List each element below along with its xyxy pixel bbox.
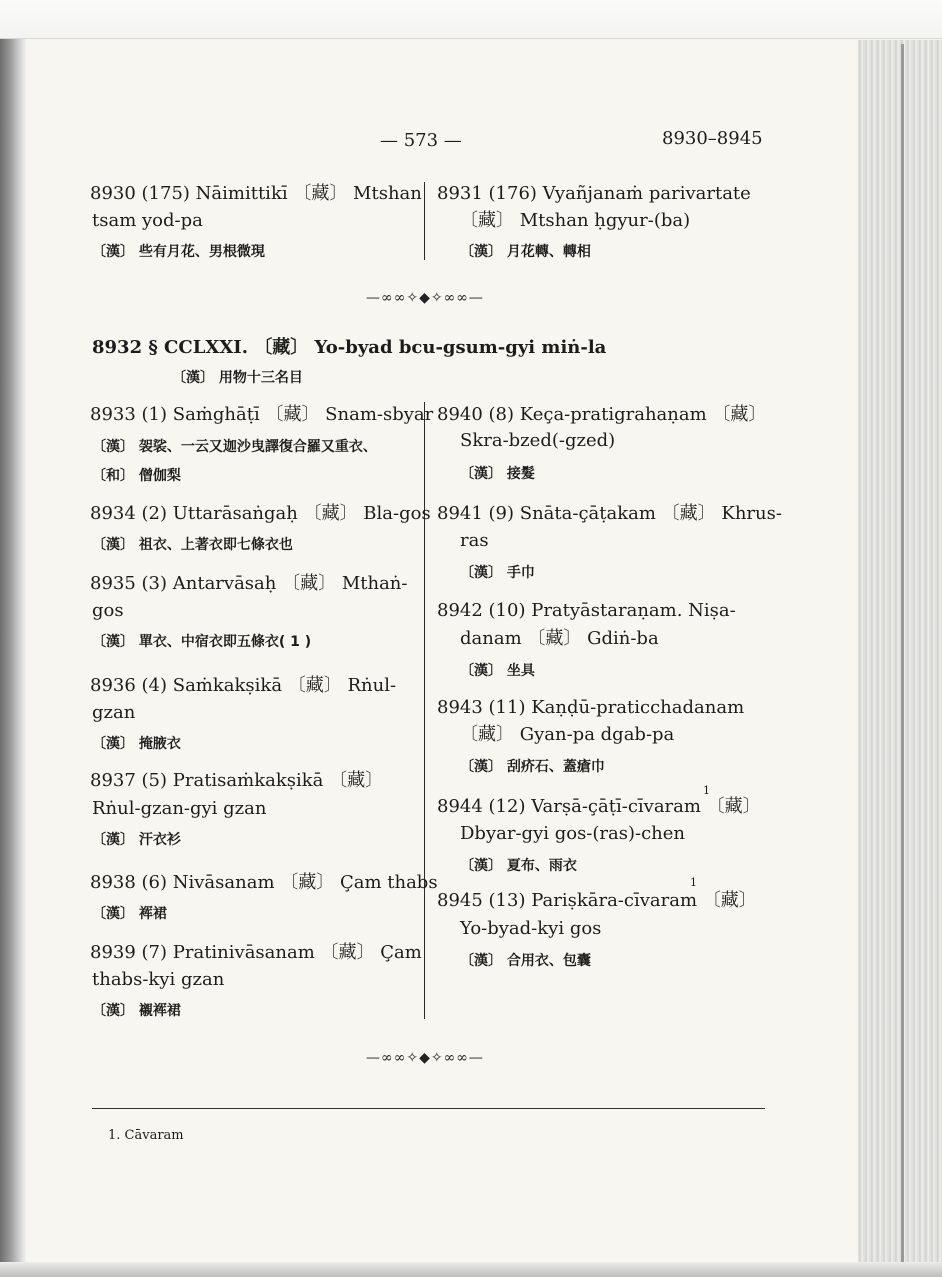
entry-han: 〔漢〕 坐具 [460,663,535,679]
entry-line: 8935 (3) Antarvāsaḥ 〔藏〕 Mthaṅ- [90,573,408,594]
entry-han: 〔漢〕 祖衣、上著衣即七條衣也 [92,537,293,553]
entry-line: 8941 (9) Snāta-çāṭakam 〔藏〕 Khrus- [437,503,782,524]
scan-left-edge [0,0,26,1277]
entry-line: 8945 (13) Pariṣkāra-cīvaram 〔藏〕 [437,890,757,911]
entry-line: Skra-bzed(-gzed) [460,430,616,451]
entry-line: thabs-kyi gzan [92,969,225,990]
entry-line: Yo-byad-kyi gos [460,918,602,939]
entry-line: 8939 (7) Pratinivāsanam 〔藏〕 Çam [90,942,422,963]
ornament-divider-bottom: —∞∞✧◆✧∞∞— [366,1050,484,1066]
entry-line: 8937 (5) Pratisaṁkakṣikā 〔藏〕 [90,770,384,791]
ornament-divider-top: —∞∞✧◆✧∞∞— [366,290,484,306]
entry-han: 〔漢〕 接髮 [460,466,535,482]
entry-han: 〔漢〕 汗衣衫 [92,832,181,848]
entry-han: 〔漢〕 袈裟、一云又迦沙曳譯復合羅又重衣、 [92,439,377,455]
entry-line: 8940 (8) Keça-pratigrahaṇam 〔藏〕 [437,404,767,425]
entry-han: 〔漢〕 裈裙 [92,906,167,922]
page-number: — 573 — [380,130,462,151]
entry-line: Dbyar-gyi gos-(ras)-chen [460,823,686,844]
entry-han: 〔漢〕 單衣、中宿衣即五條衣( 1 ) [92,634,312,650]
entry-han: 〔漢〕 合用衣、包囊 [460,953,591,969]
scan-bottom-edge [0,1262,942,1277]
entry-8931-han: 〔漢〕 月花轉、轉相 [460,244,591,260]
entry-line: 8944 (12) Varṣā-çāṭī-cīvaram 〔藏〕 [437,796,761,817]
entry-line: 8942 (10) Pratyāstaraṇam. Niṣa- [437,600,736,621]
entry-han: 〔漢〕 手巾 [460,565,535,581]
entry-8930-line2: tsam yod-pa [92,210,203,231]
entry-8931-line1: 8931 (176) Vyañjanaṁ parivartate [437,183,751,204]
footnote: 1. Cāvaram [108,1128,184,1143]
section-han: 〔漢〕 用物十三名目 [172,370,303,386]
footnote-mark: 1 [703,784,710,797]
entry-line: ras [460,530,489,551]
entry-line: 〔藏〕 Gyan-pa dgab-pa [460,724,675,745]
entry-line: 8934 (2) Uttarāsaṅgaḥ 〔藏〕 Bla-gos [90,503,431,524]
entry-han: 〔漢〕 刮疥石、蓋瘡巾 [460,759,605,775]
entry-range: 8930–8945 [662,128,763,149]
entry-8930-line1: 8930 (175) Nāimittikī 〔藏〕 Mtshan [90,183,422,204]
entry-8930-han: 〔漢〕 些有月花、男根微現 [92,244,265,260]
top-column-divider [424,182,425,260]
footnote-mark: 1 [690,876,697,889]
scan-right-bar [901,44,904,1264]
entry-line: gos [92,600,124,621]
entry-wa: 〔和〕 僧伽梨 [92,468,181,484]
entry-line: gzan [92,702,136,723]
entry-line: danam 〔藏〕 Gdiṅ-ba [460,628,659,649]
entry-han: 〔漢〕 夏布、雨衣 [460,858,577,874]
section-heading: 8932 § CCLXXI. 〔藏〕 Yo-byad bcu-gsum-gyi miṅ-la [92,337,607,358]
entry-line: 8938 (6) Nivāsanam 〔藏〕 Çam thabs [90,872,438,893]
scan-top-edge [0,0,942,39]
entry-8931-line2: 〔藏〕 Mtshan ḥgyur-(ba) [460,210,691,231]
entry-han: 〔漢〕 襯裈裙 [92,1003,181,1019]
entry-line: 8943 (11) Kaṇḍū-praticchadanam [437,697,745,718]
column-divider [424,402,425,1019]
entry-line: Rṅul-gzan-gyi gzan [92,798,267,819]
entry-line: 8933 (1) Saṁghāṭī 〔藏〕 Snam-sbyar [90,404,434,425]
scan-right-edge [858,40,942,1277]
entry-line: 8936 (4) Saṁkakṣikā 〔藏〕 Rṅul- [90,675,397,696]
footnote-rule [92,1108,765,1109]
entry-han: 〔漢〕 掩腋衣 [92,736,181,752]
